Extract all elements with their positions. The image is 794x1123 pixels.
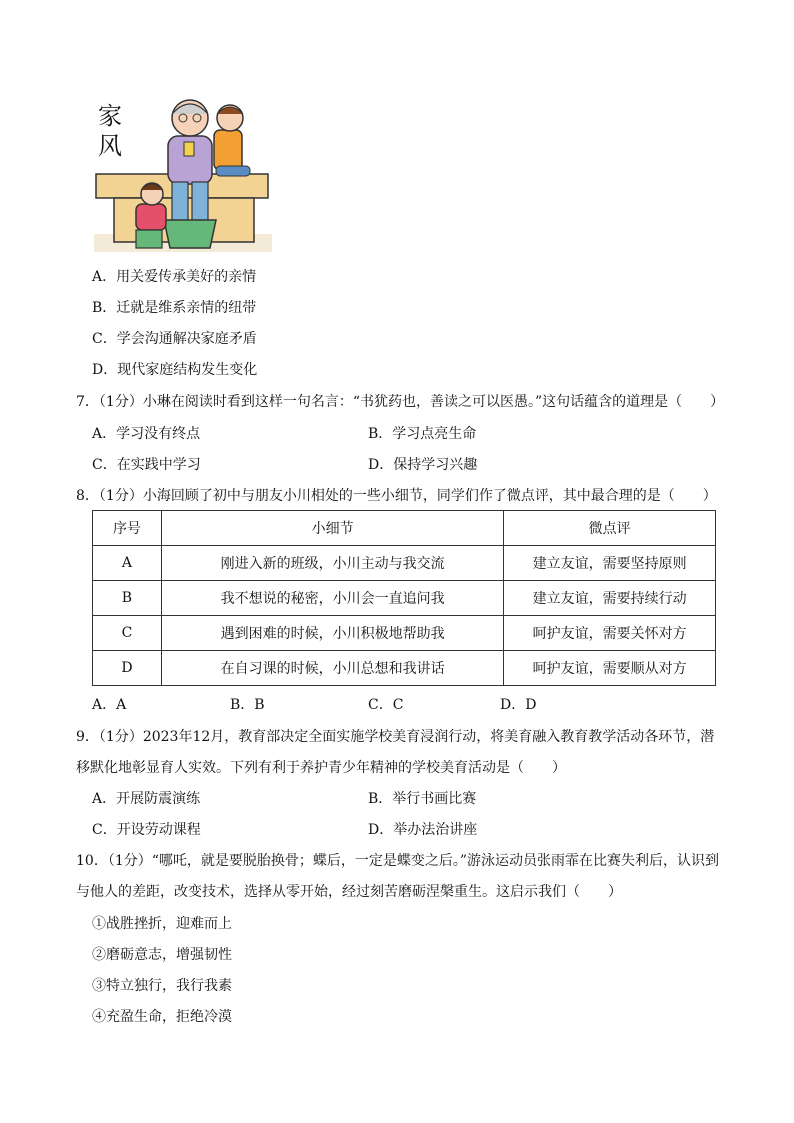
q8-option-b: B．B (230, 697, 265, 713)
table-cell: A (93, 546, 162, 581)
table-cell: B (93, 581, 162, 616)
family-scene-drawing (92, 96, 274, 256)
q9-option-c: C．开设劳动课程 (92, 822, 201, 838)
q7-option-b: B．学习点亮生命 (368, 426, 477, 442)
q7-stem: 7．（1分）小琳在阅读时看到这样一句名言：“书犹药也，善读之可以医愚。”这句话蕴含的道理是（ ） (76, 394, 725, 410)
table-header-cell: 序号 (93, 511, 162, 546)
q8-option-a: A．A (92, 697, 127, 713)
q6-option-d: D．现代家庭结构发生变化 (92, 362, 258, 378)
table-cell: 刚进入新的班级，小川主动与我交流 (161, 546, 503, 581)
table-header-cell: 微点评 (504, 511, 716, 546)
q9-option-d: D．举办法治讲座 (368, 822, 478, 838)
q8-table (92, 510, 716, 686)
table-cell: 在自习课的时候，小川总想和我讲话 (161, 651, 503, 686)
family-tradition-illustration (92, 96, 274, 256)
q7-option-a: A．学习没有终点 (92, 426, 201, 442)
table-cell: D (93, 651, 162, 686)
q10-statement-1: ①战胜挫折，迎难而上 (92, 916, 232, 932)
table-cell: 呵护友谊，需要顺从对方 (504, 651, 716, 686)
table-cell: 我不想说的秘密，小川会一直追问我 (161, 581, 503, 616)
table-cell: 建立友谊，需要持续行动 (504, 581, 716, 616)
q10-stem-line-2: 与他人的差距，改变技术，选择从零开始，经过刻苦磨砺涅槃重生。这启示我们（ ） (76, 884, 622, 900)
table-row (93, 651, 716, 686)
q6-option-b: B．迁就是维系亲情的纽带 (92, 300, 257, 316)
illustration-caption-1: 家 (98, 102, 122, 130)
q6-option-c: C．学会沟通解决家庭矛盾 (92, 331, 257, 347)
table-cell: 遇到困难的时候，小川积极地帮助我 (161, 616, 503, 651)
table-header-row (93, 511, 716, 546)
table-row (93, 581, 716, 616)
q9-stem-line-1: 9．（1分）2023年12月，教育部决定全面实施学校美育浸润行动，将美育融入教育教学活动各环节，潜 (76, 729, 715, 745)
q9-option-b: B．举行书画比赛 (368, 791, 477, 807)
q10-statement-3: ③特立独行，我行我素 (92, 978, 232, 994)
q7-option-d: D．保持学习兴趣 (368, 457, 478, 473)
q10-statement-2: ②磨砺意志，增强韧性 (92, 947, 232, 963)
q10-stem-line-1: 10．（1分）“哪吒，就是要脱胎换骨；蝶后，一定是蝶变之后。”游泳运动员张雨霏在比赛失利后，认识到 (76, 853, 720, 869)
q9-option-a: A．开展防震演练 (92, 791, 201, 807)
table-cell: C (93, 616, 162, 651)
table-row (93, 616, 716, 651)
q8-option-c: C．C (368, 697, 404, 713)
table-header-cell: 小细节 (161, 511, 503, 546)
q10-statement-4: ④充盈生命，拒绝冷漠 (92, 1009, 232, 1025)
table-row (93, 546, 716, 581)
q6-option-a: A．用关爱传承美好的亲情 (92, 269, 257, 285)
table-cell: 建立友谊，需要坚持原则 (504, 546, 716, 581)
q7-option-c: C．在实践中学习 (92, 457, 201, 473)
q9-stem-line-2: 移默化地彰显育人实效。下列有利于养护青少年精神的学校美育活动是（ ） (76, 760, 566, 776)
q8-stem: 8．（1分）小海回顾了初中与朋友小川相处的一些小细节，同学们作了微点评，其中最合理的是（ ） (76, 488, 717, 504)
illustration-caption-2: 风 (98, 132, 122, 160)
q8-option-d: D．D (500, 697, 537, 713)
table-cell: 呵护友谊，需要关怀对方 (504, 616, 716, 651)
